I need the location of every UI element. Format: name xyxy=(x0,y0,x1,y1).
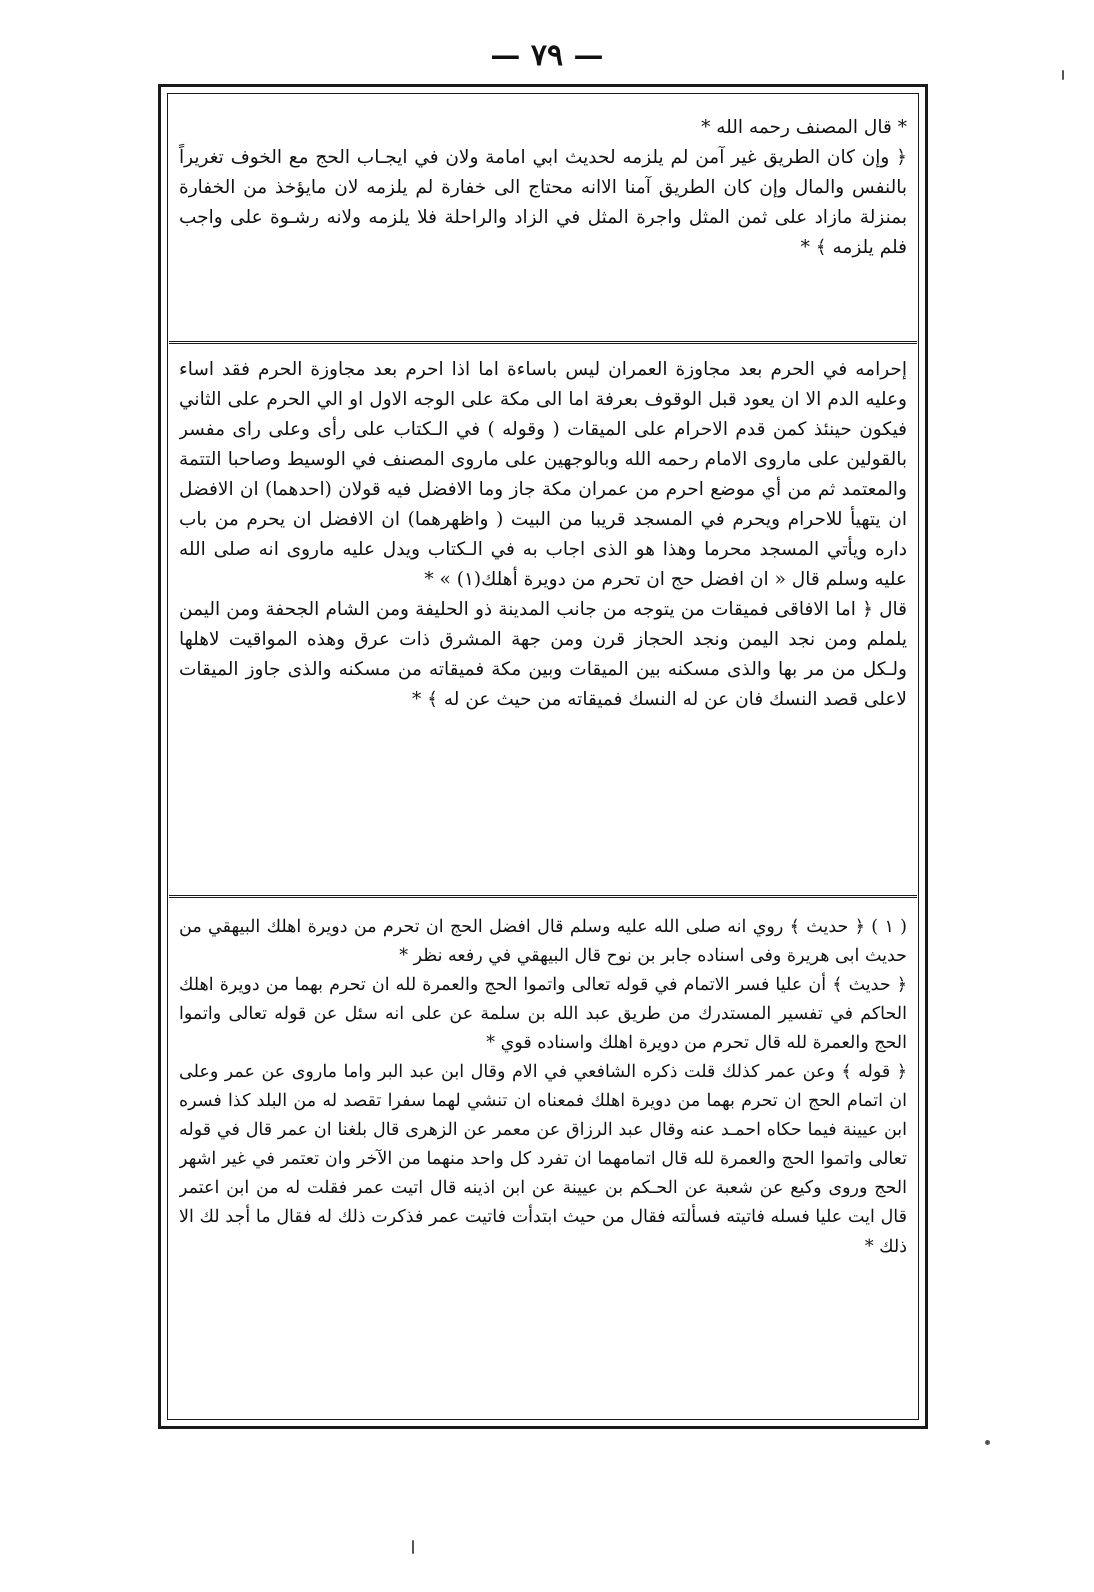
sharh-section xyxy=(179,355,907,887)
matn-section xyxy=(179,113,907,331)
scan-speck xyxy=(412,1540,414,1554)
matn-heading: * قال المصنف رحمه الله * xyxy=(701,117,907,138)
page-frame xyxy=(158,84,928,1429)
footnote-divider xyxy=(169,895,917,898)
sharh-paragraph-2: قال ﴿ اما الافاقى فميقات من يتوجه من جانب المدينة ذو الحليفة ومن الشام الجحفة ومن اليمن يلملم ومن نجد اليمن ونجد الحجاز قرن ومن جهة المشرق ذات عرق وهذه المواقيت لاهلها ولـكل من مر بها والذى مسكنه بين الميقات وبين مكة فميقاته من مسكنه والذى جاوز الميقات لاعلى قصد النسك فان عن له النسك فميقاته من حيث عن له ﴾ * xyxy=(179,598,907,710)
matn-paragraph: ﴿ وإن كان الطريق غير آمن لم يلزمه لحديث ابي امامة ولان في ايجـاب الحج مع الخوف تغريراً بالنفس والمال وإن كان الطريق آمنا الاانه محتاج الى خفارة لم يلزمه لان مايؤخذ من الخفارة بمنزلة مازاد على ثمن المثل واجرة المثل في الزاد والراحلة فلا يلزمه ولانه رشـوة على واجب فلم يلزمه ﴾ * xyxy=(179,146,907,258)
page-number: — ٧٩ — xyxy=(490,38,604,73)
matn-divider xyxy=(169,341,917,344)
footnote-1: ( ١ ) ﴿ حديث ﴾ روي انه صلى الله عليه وسلم قال افضل الحج ان تحرم من دويرة اهلك البيهقي من حديث ابى هريرة وفى اسناده جابر بن نوح قال البيهقي في رفعه نظر * xyxy=(179,917,907,967)
sharh-paragraph-1: إحرامه في الحرم بعد مجاوزة العمران ليس باساءة اما اذا احرم بعد مجاوزة الحرم فقد اساء وعليه الدم الا ان يعود قبل الوقوف بعرفة اما الى مكة على الوجه الاول او الي الحرم على الثاني فيكون حينئذ كمن قدم الاحرام على الميقات ( وقوله ) في الـكتاب على رأى وعلى راى مفسر بالقولين على ماروى الامام رحمه الله وبالوجهين على ماروى المصنف في الوسيط وصاحبا التتمة والمعتمد ثم من أي موضع احرم من عمران مكة جاز وما الافضل فيه قولان (احدهما) ان الافضل ان يتهيأ للاحرام ويحرم في المسجد قريبا من البيت ( واظهرهما) ان الافضل ان يحرم من باب داره ويأتي المسجد محرما وهذا هو الذى اجاب به في الـكتاب ويدل عليه ماروى انه صلى الله عليه وسلم قال « ان افضل حج ان تحرم من دويرة أهلك(١) » * xyxy=(179,359,907,590)
footnote-2: ﴿ حديث ﴾ أن عليا فسر الاتمام في قوله تعالى واتموا الحج والعمرة لله ان تحرم بهما من دويرة اهلك الحاكم في تفسير المستدرك من طريق عبد الله بن سلمة عن على انه سئل عن قوله تعالى واتموا الحج والعمرة لله قال تحرم من دويرة اهلك واسناده قوي * xyxy=(179,975,907,1054)
footnotes-section xyxy=(179,913,907,1409)
footnote-3: ﴿ قوله ﴾ وعن عمر كذلك قلت ذكره الشافعي في الام وقال ابن عبد البر واما ماروى عن عمر وعلى ان اتمام الحج ان تحرم بهما من دويرة اهلك فمعناه ان تنشي لهما سفرا تقصد له من البلد كذا فسره ابن عيينة فيما حكاه احمـد عنه وقال عبد الرزاق عن معمر عن الزهرى قال بلغنا ان عمر قال في قوله تعالى واتموا الحج والعمرة لله قال اتمامهما ان تفرد كل واحد منهما من الآخر وان تعتمر في غير اشهر الحج وروى وكيع عن شعبة عن الحـكم بن عيينة عن ابن اذينه قال اتيت عمر فقلت له من ابن اعتمر قال ايت عليا فسله فاتيته فسألته فقال من حيث ابتدأت فاتيت عمر فذكرت ذلك له فقال ما أجد لك الا ذلك * xyxy=(179,1062,907,1257)
scan-speck xyxy=(1062,70,1064,80)
scan-speck xyxy=(985,1440,990,1445)
